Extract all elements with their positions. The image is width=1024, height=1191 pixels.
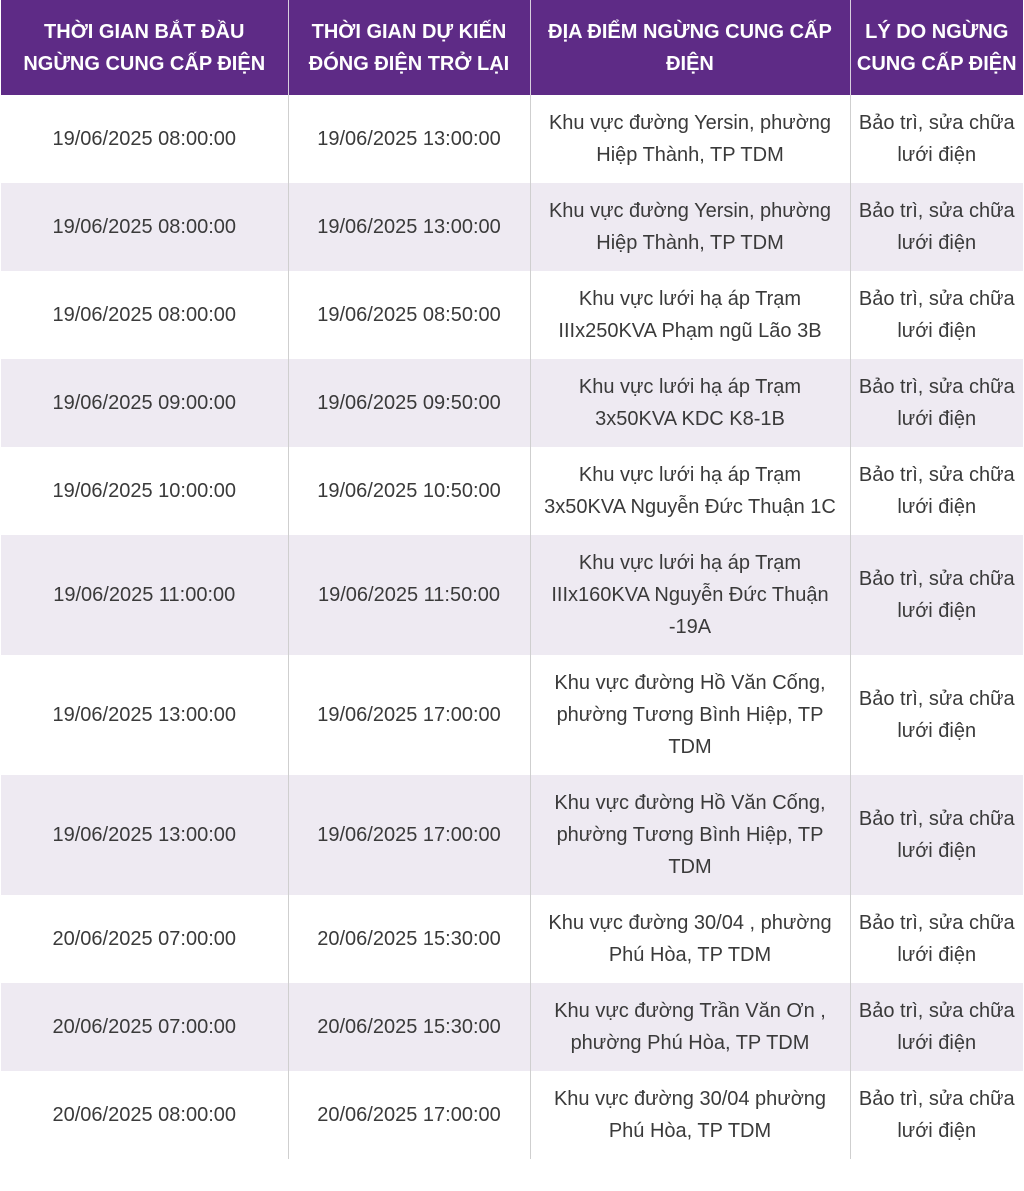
restore-time-cell: 19/06/2025 13:00:00: [288, 95, 530, 183]
location-cell: Khu vực đường Yersin, phường Hiệp Thành, TP TDM: [530, 183, 850, 271]
reason-cell: Bảo trì, sửa chữa lưới điện: [850, 535, 1023, 655]
start-time-cell: 19/06/2025 13:00:00: [1, 655, 288, 775]
table-row: [1, 775, 1023, 895]
start-time-cell: 19/06/2025 11:00:00: [1, 535, 288, 655]
reason-cell: Bảo trì, sửa chữa lưới điện: [850, 271, 1023, 359]
start-time-cell: 19/06/2025 13:00:00: [1, 775, 288, 895]
start-time-cell: 19/06/2025 09:00:00: [1, 359, 288, 447]
restore-time-cell: 19/06/2025 08:50:00: [288, 271, 530, 359]
restore-time-cell: 19/06/2025 09:50:00: [288, 359, 530, 447]
restore-time-cell: 19/06/2025 17:00:00: [288, 655, 530, 775]
start-time-cell: 20/06/2025 07:00:00: [1, 983, 288, 1071]
table-row: [1, 983, 1023, 1071]
reason-cell: Bảo trì, sửa chữa lưới điện: [850, 95, 1023, 183]
table-row: [1, 895, 1023, 983]
reason-cell: Bảo trì, sửa chữa lưới điện: [850, 359, 1023, 447]
location-cell: Khu vực đường Trần Văn Ơn , phường Phú Hòa, TP TDM: [530, 983, 850, 1071]
table-header: [1, 0, 1023, 95]
table-row: [1, 447, 1023, 535]
restore-time-cell: 20/06/2025 15:30:00: [288, 895, 530, 983]
table-row: [1, 535, 1023, 655]
restore-time-cell: 20/06/2025 17:00:00: [288, 1071, 530, 1159]
power-outage-table: [1, 0, 1023, 1159]
restore-time-cell: 19/06/2025 13:00:00: [288, 183, 530, 271]
location-cell: Khu vực đường Hồ Văn Cống, phường Tương Bình Hiệp, TP TDM: [530, 655, 850, 775]
reason-cell: Bảo trì, sửa chữa lưới điện: [850, 895, 1023, 983]
reason-cell: Bảo trì, sửa chữa lưới điện: [850, 775, 1023, 895]
reason-cell: Bảo trì, sửa chữa lưới điện: [850, 983, 1023, 1071]
start-time-cell: 19/06/2025 08:00:00: [1, 183, 288, 271]
table-row: [1, 655, 1023, 775]
restore-time-cell: 20/06/2025 15:30:00: [288, 983, 530, 1071]
table-row: [1, 271, 1023, 359]
header-expected-restore-time: THỜI GIAN DỰ KIẾN ĐÓNG ĐIỆN TRỞ LẠI: [288, 0, 530, 95]
location-cell: Khu vực đường Yersin, phường Hiệp Thành, TP TDM: [530, 95, 850, 183]
reason-cell: Bảo trì, sửa chữa lưới điện: [850, 183, 1023, 271]
table-row: [1, 359, 1023, 447]
start-time-cell: 19/06/2025 08:00:00: [1, 271, 288, 359]
header-location: ĐỊA ĐIỂM NGỪNG CUNG CẤP ĐIỆN: [530, 0, 850, 95]
reason-cell: Bảo trì, sửa chữa lưới điện: [850, 447, 1023, 535]
start-time-cell: 20/06/2025 08:00:00: [1, 1071, 288, 1159]
reason-cell: Bảo trì, sửa chữa lưới điện: [850, 1071, 1023, 1159]
header-reason: LÝ DO NGỪNG CUNG CẤP ĐIỆN: [850, 0, 1023, 95]
header-start-time: THỜI GIAN BẮT ĐẦU NGỪNG CUNG CẤP ĐIỆN: [1, 0, 288, 95]
reason-cell: Bảo trì, sửa chữa lưới điện: [850, 655, 1023, 775]
location-cell: Khu vực lưới hạ áp Trạm 3x50KVA KDC K8-1B: [530, 359, 850, 447]
header-row: [1, 0, 1023, 95]
table-row: [1, 95, 1023, 183]
restore-time-cell: 19/06/2025 10:50:00: [288, 447, 530, 535]
location-cell: Khu vực đường 30/04 , phường Phú Hòa, TP TDM: [530, 895, 850, 983]
start-time-cell: 19/06/2025 10:00:00: [1, 447, 288, 535]
table-row: [1, 183, 1023, 271]
table-body: [1, 95, 1023, 1159]
location-cell: Khu vực lưới hạ áp Trạm IIIx250KVA Phạm ngũ Lão 3B: [530, 271, 850, 359]
start-time-cell: 20/06/2025 07:00:00: [1, 895, 288, 983]
location-cell: Khu vực lưới hạ áp Trạm 3x50KVA Nguyễn Đức Thuận 1C: [530, 447, 850, 535]
restore-time-cell: 19/06/2025 17:00:00: [288, 775, 530, 895]
table-row: [1, 1071, 1023, 1159]
restore-time-cell: 19/06/2025 11:50:00: [288, 535, 530, 655]
location-cell: Khu vực đường Hồ Văn Cống, phường Tương Bình Hiệp, TP TDM: [530, 775, 850, 895]
location-cell: Khu vực lưới hạ áp Trạm IIIx160KVA Nguyễn Đức Thuận -19A: [530, 535, 850, 655]
start-time-cell: 19/06/2025 08:00:00: [1, 95, 288, 183]
location-cell: Khu vực đường 30/04 phường Phú Hòa, TP TDM: [530, 1071, 850, 1159]
